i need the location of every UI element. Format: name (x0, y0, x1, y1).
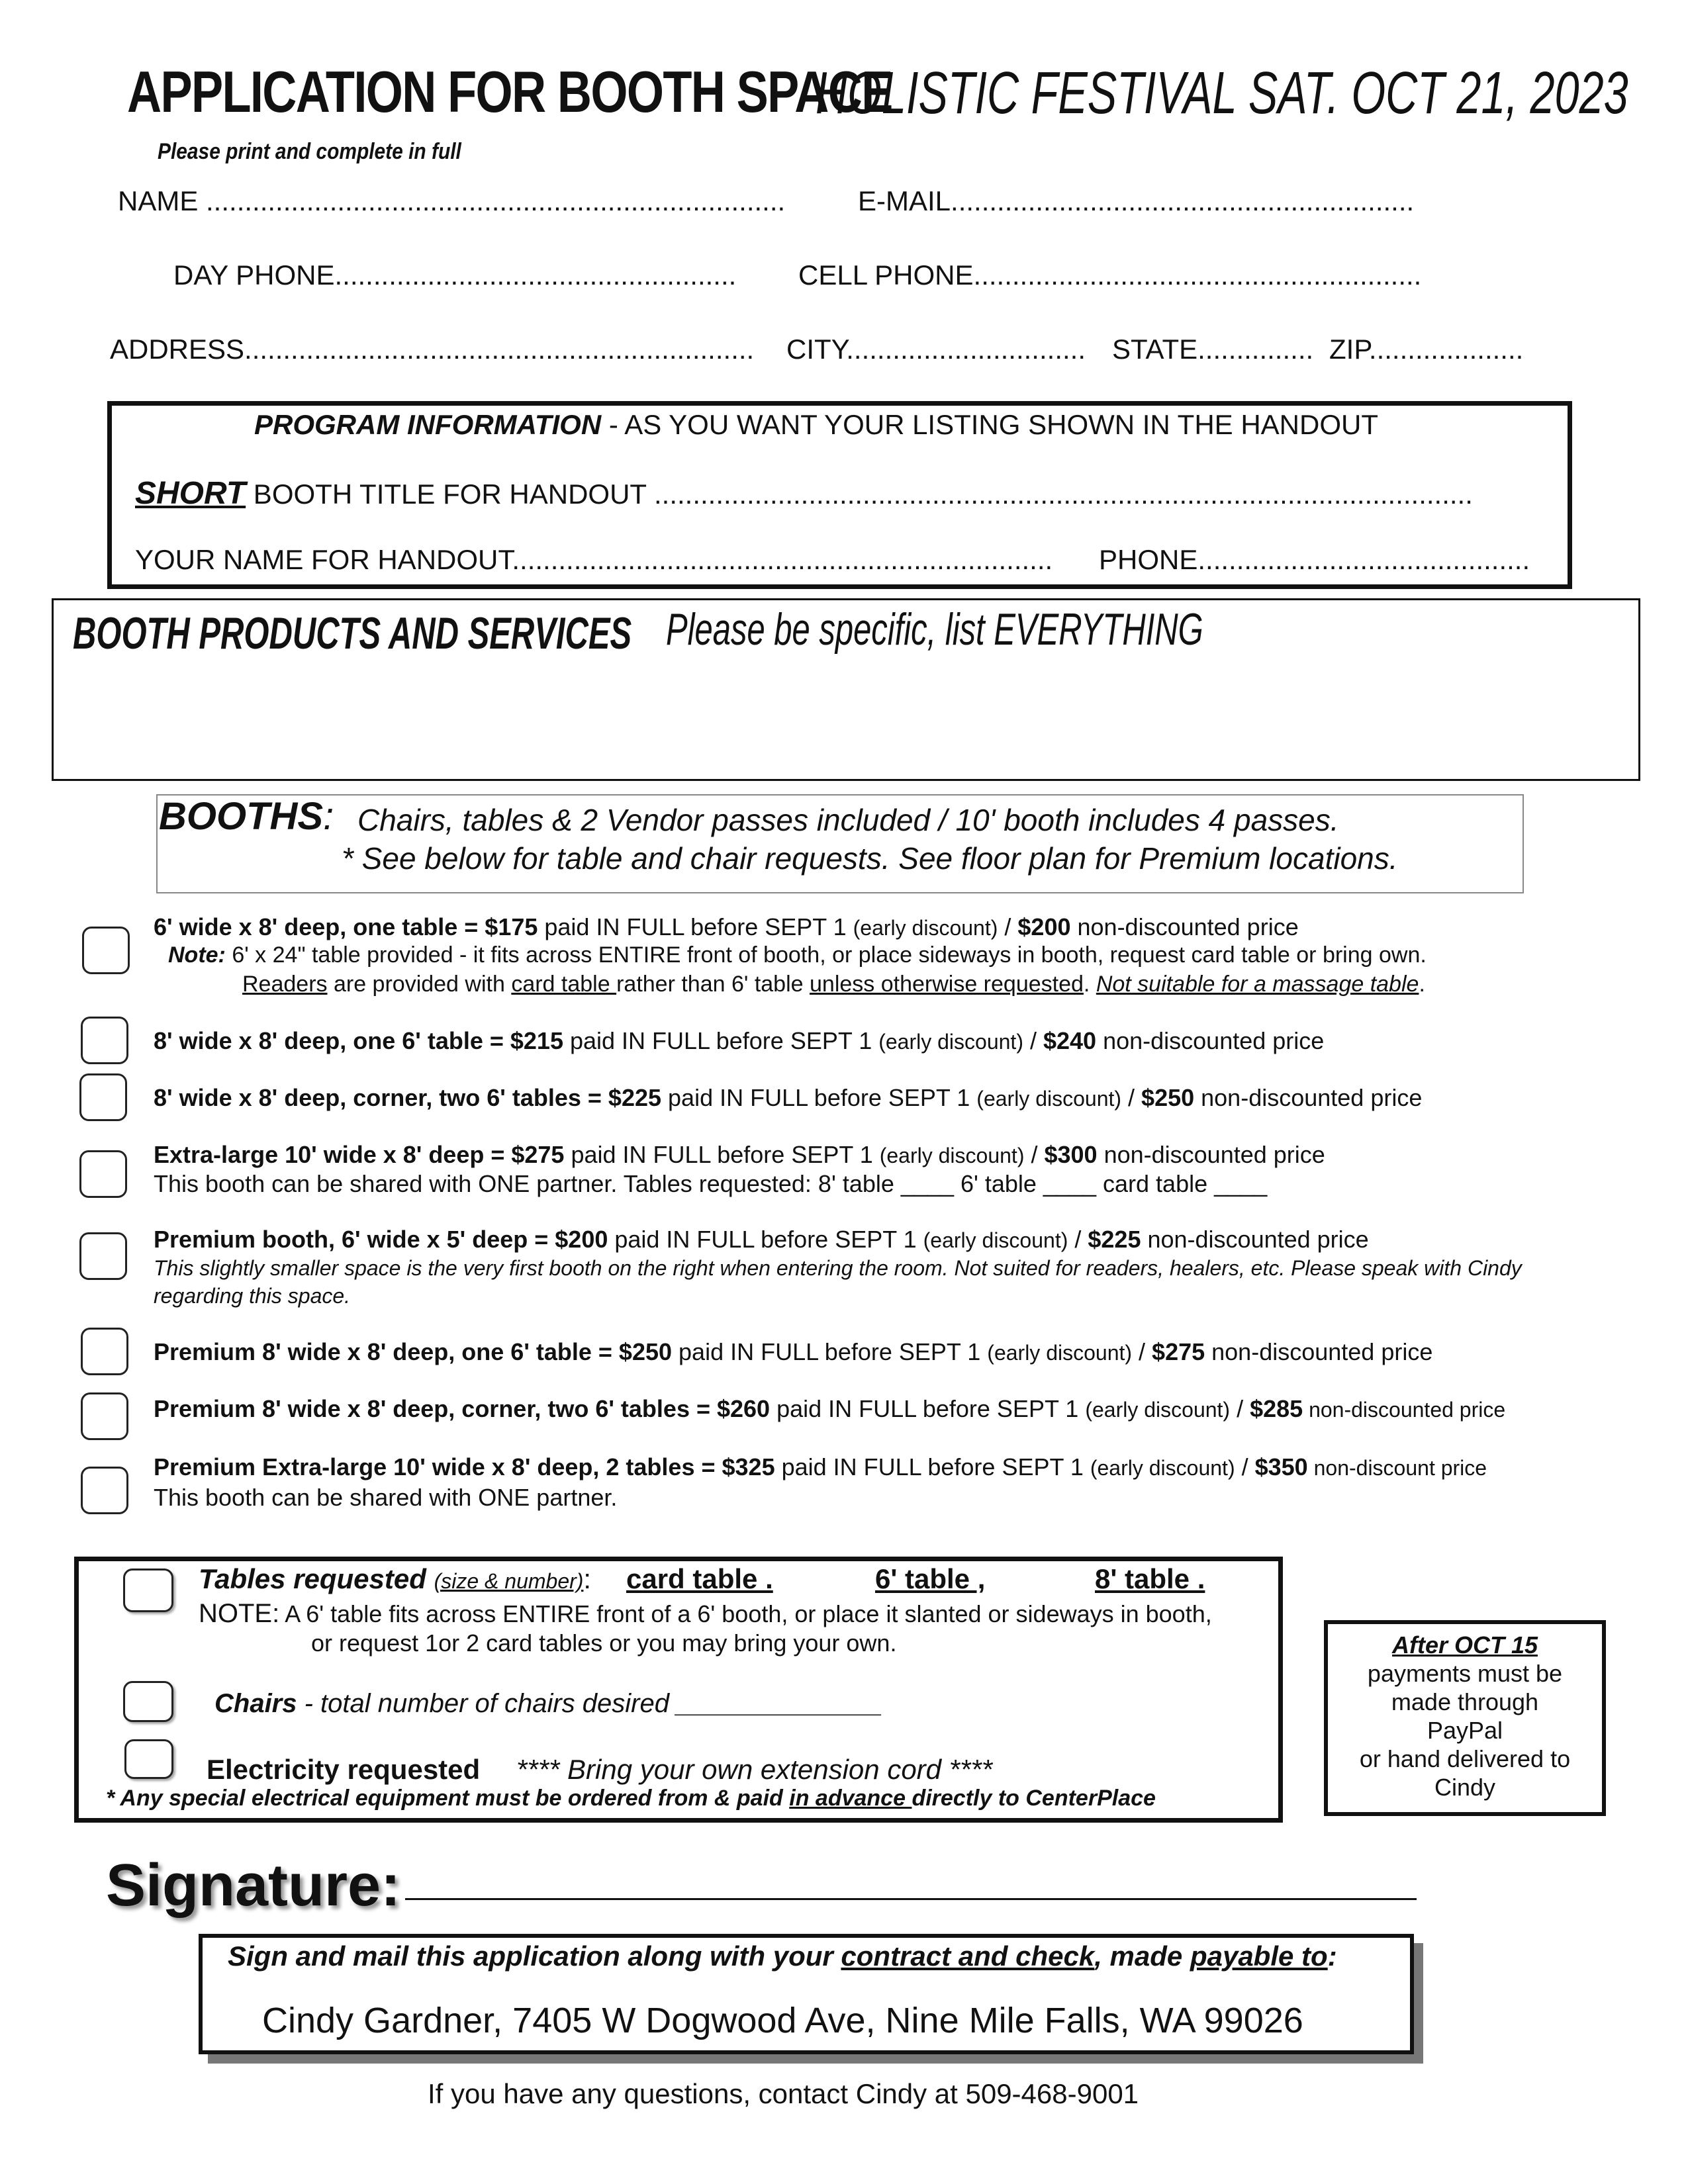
day-phone-field[interactable]: DAY PHONE.................................................... (173, 259, 737, 291)
signature-label: Signature: (106, 1852, 401, 1919)
booth-title-field[interactable]: SHORT BOOTH TITLE FOR HANDOUT .......................................................................................................... (135, 476, 1473, 511)
booth-option-checkbox[interactable] (81, 1392, 128, 1440)
payment-notice-heading: After OCT 15 (1391, 1631, 1538, 1659)
booth-option-10x8: Extra-large 10' wide x 8' deep = $275 paid IN FULL before SEPT 1 (early discount) / $300 non-discounted price (154, 1141, 1325, 1168)
booth-option-premium-10x8: Premium Extra-large 10' wide x 8' deep, 2 tables = $325 paid IN FULL before SEPT 1 (early discount) / $350 non-discount price (154, 1453, 1487, 1480)
handout-name-field[interactable]: YOUR NAME FOR HANDOUT...................................................................... (135, 544, 1053, 575)
electricity-checkbox[interactable] (124, 1739, 173, 1779)
booths-heading: BOOTHS: (159, 795, 334, 838)
event-title: HOLISTIC FESTIVAL SAT. OCT 21, 2023 (816, 60, 1628, 126)
tables-note-line-2: or request 1or 2 card tables or you may bring your own. (311, 1629, 897, 1657)
booth-option-premium-8x8-corner: Premium 8' wide x 8' deep, corner, two 6' tables = $260 paid IN FULL before SEPT 1 (early discount) / $285 non-discounted price (154, 1395, 1506, 1422)
zip-field[interactable]: ZIP.................... (1329, 334, 1524, 365)
booth-option-10x8-tables[interactable]: This booth can be shared with ONE partner. Tables requested: 8' table ____ 6' table ____ card table ____ (154, 1170, 1268, 1197)
signature-line[interactable] (405, 1898, 1417, 1900)
state-field[interactable]: STATE............... (1112, 334, 1314, 365)
form-instruction: Please print and complete in full (158, 139, 461, 164)
booth-option-checkbox[interactable] (79, 1232, 127, 1280)
email-field[interactable]: E-MAIL............................................................ (858, 185, 1415, 216)
booth-option-checkbox[interactable] (81, 1467, 128, 1514)
products-heading: BOOTH PRODUCTS AND SERVICES (73, 608, 632, 659)
eight-foot-table-field[interactable]: 8' table . (1095, 1563, 1205, 1594)
tables-note: NOTE: A 6' table fits across ENTIRE front of a 6' booth, or place it slanted or sideways in booth, (199, 1599, 1212, 1628)
booth-option-checkbox[interactable] (79, 1150, 127, 1198)
chairs-field[interactable]: Chairs - total number of chairs desired ______________ (214, 1689, 883, 1718)
payment-notice-line: made through (1391, 1688, 1539, 1715)
booth-option-6x8: 6' wide x 8' deep, one table = $175 paid IN FULL before SEPT 1 (early discount) / $200 non-discounted price (154, 913, 1299, 940)
payment-notice-line: payments must be (1367, 1660, 1563, 1687)
program-heading: PROGRAM INFORMATION - AS YOU WANT YOUR LISTING SHOWN IN THE HANDOUT (254, 409, 1378, 440)
booth-option-checkbox[interactable] (79, 1073, 127, 1121)
name-field[interactable]: NAME ........................................................................... (118, 185, 786, 216)
city-field[interactable]: CITY............................... (786, 334, 1086, 365)
booth-option-8x8: 8' wide x 8' deep, one 6' table = $215 paid IN FULL before SEPT 1 (early discount) / $240 non-discounted price (154, 1027, 1325, 1054)
booth-option-readers-note: Readers are provided with card table rather than 6' table unless otherwise requested. Not suitable for a massage table. (242, 972, 1425, 997)
chairs-checkbox[interactable] (123, 1681, 173, 1722)
booth-option-share-note: This booth can be shared with ONE partner. (154, 1484, 618, 1511)
booth-option-note: Note: 6' x 24" table provided - it fits across ENTIRE front of booth, or place sideways in booth, request card table or bring own. (168, 942, 1427, 968)
booth-option-premium-note: This slightly smaller space is the very first booth on the right when entering the room. Not suited for readers, healers, etc. Please speak with Cindy (154, 1256, 1522, 1280)
payment-notice-line: Cindy (1434, 1774, 1496, 1801)
payment-notice-box (1324, 1620, 1606, 1816)
tables-requested-row: Tables requested (size & number): (199, 1563, 592, 1594)
payment-notice-line: PayPal (1427, 1717, 1503, 1744)
mailing-address: Cindy Gardner, 7405 W Dogwood Ave, Nine Mile Falls, WA 99026 (262, 2001, 1303, 2040)
products-instruction: Please be specific, list EVERYTHING (666, 604, 1203, 655)
booth-option-premium-note: regarding this space. (154, 1284, 351, 1308)
booths-line-2: * See below for table and chair requests. See floor plan for Premium locations. (342, 841, 1398, 876)
booth-option-premium-6x5: Premium booth, 6' wide x 5' deep = $200 paid IN FULL before SEPT 1 (early discount) / $225 non-discounted price (154, 1226, 1369, 1253)
extension-cord-note: **** Bring your own extension cord **** (516, 1754, 993, 1785)
payment-notice-line: or hand delivered to (1359, 1745, 1571, 1772)
six-foot-table-field[interactable]: 6' table , (875, 1563, 986, 1594)
special-electrical-note: * Any special electrical equipment must be ordered from & paid in advance directly to CenterPlace (106, 1786, 1156, 1811)
tables-checkbox[interactable] (123, 1569, 173, 1612)
booth-option-premium-8x8: Premium 8' wide x 8' deep, one 6' table = $250 paid IN FULL before SEPT 1 (early discount) / $275 non-discounted price (154, 1338, 1433, 1365)
booth-option-checkbox[interactable] (81, 1017, 128, 1064)
card-table-field[interactable]: card table . (626, 1563, 773, 1594)
booth-option-checkbox[interactable] (82, 927, 130, 974)
electricity-label: Electricity requested (207, 1754, 481, 1785)
booth-option-checkbox[interactable] (81, 1328, 128, 1375)
mailing-instruction: Sign and mail this application along with your contract and check, made payable to: (228, 1940, 1337, 1972)
page-title: APPLICATION FOR BOOTH SPACE (127, 59, 892, 124)
booths-line-1: Chairs, tables & 2 Vendor passes included / 10' booth includes 4 passes. (357, 803, 1339, 837)
footer-contact: If you have any questions, contact Cindy at 509-468-9001 (428, 2078, 1139, 2109)
address-field[interactable]: ADDRESS.................................................................. (110, 334, 755, 365)
handout-phone-field[interactable]: PHONE........................................... (1099, 544, 1530, 575)
cell-phone-field[interactable]: CELL PHONE.......................................................... (798, 259, 1422, 291)
booth-option-8x8-corner: 8' wide x 8' deep, corner, two 6' tables = $225 paid IN FULL before SEPT 1 (early discount) / $250 non-discounted price (154, 1084, 1423, 1111)
